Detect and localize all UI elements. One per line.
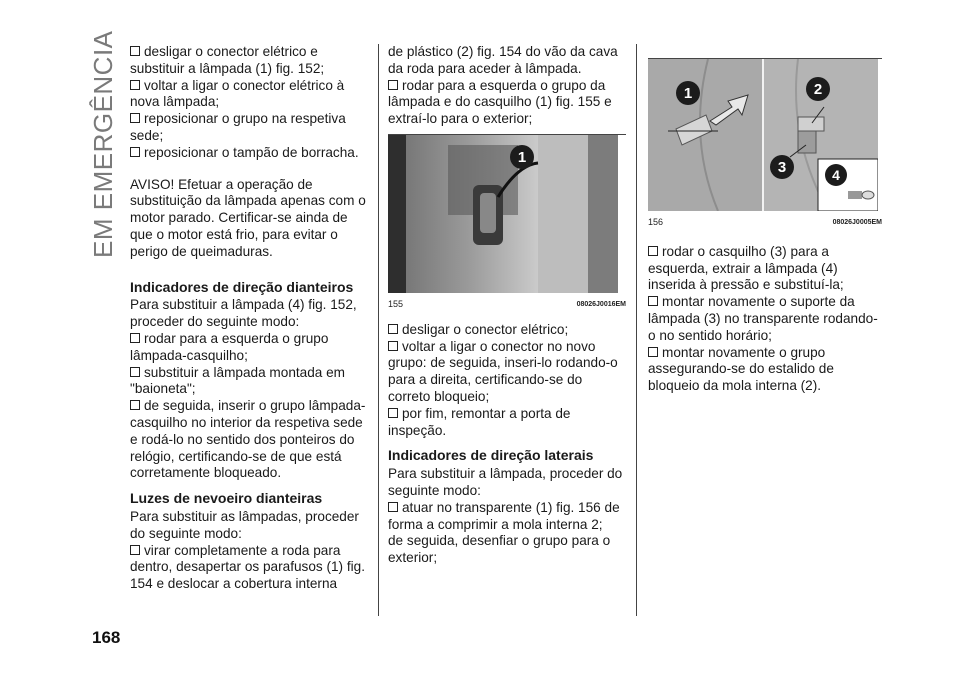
list-item: desligar o conector elétrico e substituir a lâmpada (1) fig. 152;: [130, 44, 325, 76]
checkbox-bullet-icon: [648, 246, 658, 256]
checkbox-bullet-icon: [130, 46, 140, 56]
intro-paragraph: Para substituir as lâmpadas, proceder do seguinte modo:: [130, 508, 359, 541]
list-item: voltar a ligar o conector elétrico à nova lâmpada;: [130, 77, 345, 110]
column-2: [388, 44, 626, 567]
section-title-text: EM EMERGÊNCIA: [88, 30, 118, 258]
list-item: voltar a ligar o conector no novo grupo: de seguida, inseri-lo rodando-o para a direita, certificando-se do correto bloqueio;: [388, 338, 618, 404]
warning-paragraph: AVISO! Efetuar a operação de substituição da lâmpada apenas com o motor parado. Certificar-se ainda de que o motor está frio, para evitar o perigo de queimaduras.: [130, 176, 366, 259]
heading-front-indicators: Indicadores de direção dianteiros: [130, 278, 354, 295]
figure-caption: [388, 293, 626, 314]
checkbox-bullet-icon: [648, 296, 658, 306]
list-item: atuar no transparente (1) fig. 156 de forma a comprimir a mola interna 2;: [388, 499, 620, 532]
figure-156: [648, 58, 882, 232]
figure-156-photo: [648, 59, 878, 211]
callout-2: 2: [813, 81, 823, 98]
checkbox-bullet-icon: [130, 400, 140, 410]
callout-1: 1: [683, 85, 693, 102]
heading-fog-lights: Luzes de nevoeiro dianteiras: [130, 490, 323, 507]
list-item: reposicionar o tampão de borracha.: [130, 145, 370, 162]
section-side-title: [82, 30, 122, 270]
figure-155-photo: [388, 135, 618, 293]
list-item: montar novamente o grupo assegurando-se do estalido de bloqueio da mola interna (2).: [648, 344, 834, 394]
checkbox-bullet-icon: [648, 347, 658, 357]
checkbox-bullet-icon: [130, 113, 140, 123]
page-number: 168: [92, 628, 121, 647]
list-item: reposicionar o grupo na respetiva sede;: [130, 111, 346, 143]
list-item: rodar o casquilho (3) para a esquerda, extrair a lâmpada (4) inserida à pressão e substituí-la;: [648, 243, 844, 293]
checkbox-bullet-icon: [388, 80, 398, 90]
checkbox-bullet-icon: [388, 408, 398, 418]
figure-caption: [648, 211, 882, 232]
list-item: de seguida, inserir o grupo lâmpada-casquilho no interior da respetiva sede e rodá-lo no sentido dos ponteiros do relógio, certificando-se de que está corretamente bloqueado.: [130, 398, 366, 481]
column-1: [130, 44, 370, 593]
continued-paragraph: de plástico (2) fig. 154 do vão da cava da roda para aceder à lâmpada.: [388, 44, 618, 76]
checkbox-bullet-icon: [388, 341, 398, 351]
column-divider-2: [636, 44, 637, 616]
list-item: rodar para a esquerda o grupo lâmpada-casquilho;: [130, 330, 329, 363]
heading-side-indicators: Indicadores de direção laterais: [388, 447, 594, 464]
list-item: substituir a lâmpada montada em "baioneta";: [130, 364, 345, 397]
callout-3: 3: [777, 159, 787, 176]
intro-paragraph: Para substituir a lâmpada, proceder do seguinte modo:: [388, 466, 623, 498]
checkbox-bullet-icon: [130, 80, 140, 90]
list-item: desligar o conector elétrico;: [388, 322, 626, 339]
figure-code: 08026J0005EM: [832, 219, 882, 226]
figure-155: [388, 134, 626, 314]
callout-4: 4: [832, 167, 840, 183]
figure-number: 155: [388, 298, 404, 309]
checkbox-bullet-icon: [130, 545, 140, 555]
list-item: por fim, remontar a porta de inspeção.: [388, 405, 571, 438]
checkbox-bullet-icon: [130, 147, 140, 157]
checkbox-bullet-icon: [388, 324, 398, 334]
callout-1: 1: [517, 148, 527, 166]
checkbox-bullet-icon: [130, 367, 140, 377]
intro-paragraph: Para substituir a lâmpada (4) fig. 152, proceder do seguinte modo:: [130, 297, 357, 330]
list-item: rodar para a esquerda o grupo da lâmpada e do casquilho (1) fig. 155 e extraí-lo para o exterior;: [388, 77, 612, 127]
figure-code: 08026J0016EM: [576, 300, 626, 308]
tail-paragraph: de seguida, desenfiar o grupo para o exterior;: [388, 533, 611, 566]
column-divider-1: [378, 44, 379, 616]
list-item: montar novamente o suporte da lâmpada (3) no transparente rodando-o no sentido horário;: [648, 294, 878, 343]
column-3: [648, 58, 882, 395]
figure-number: 156: [648, 217, 664, 227]
checkbox-bullet-icon: [388, 502, 398, 512]
checkbox-bullet-icon: [130, 333, 140, 343]
list-item: virar completamente a roda para dentro, desapertar os parafusos (1) fig. 154 e deslocar a cobertura interna: [130, 542, 365, 592]
